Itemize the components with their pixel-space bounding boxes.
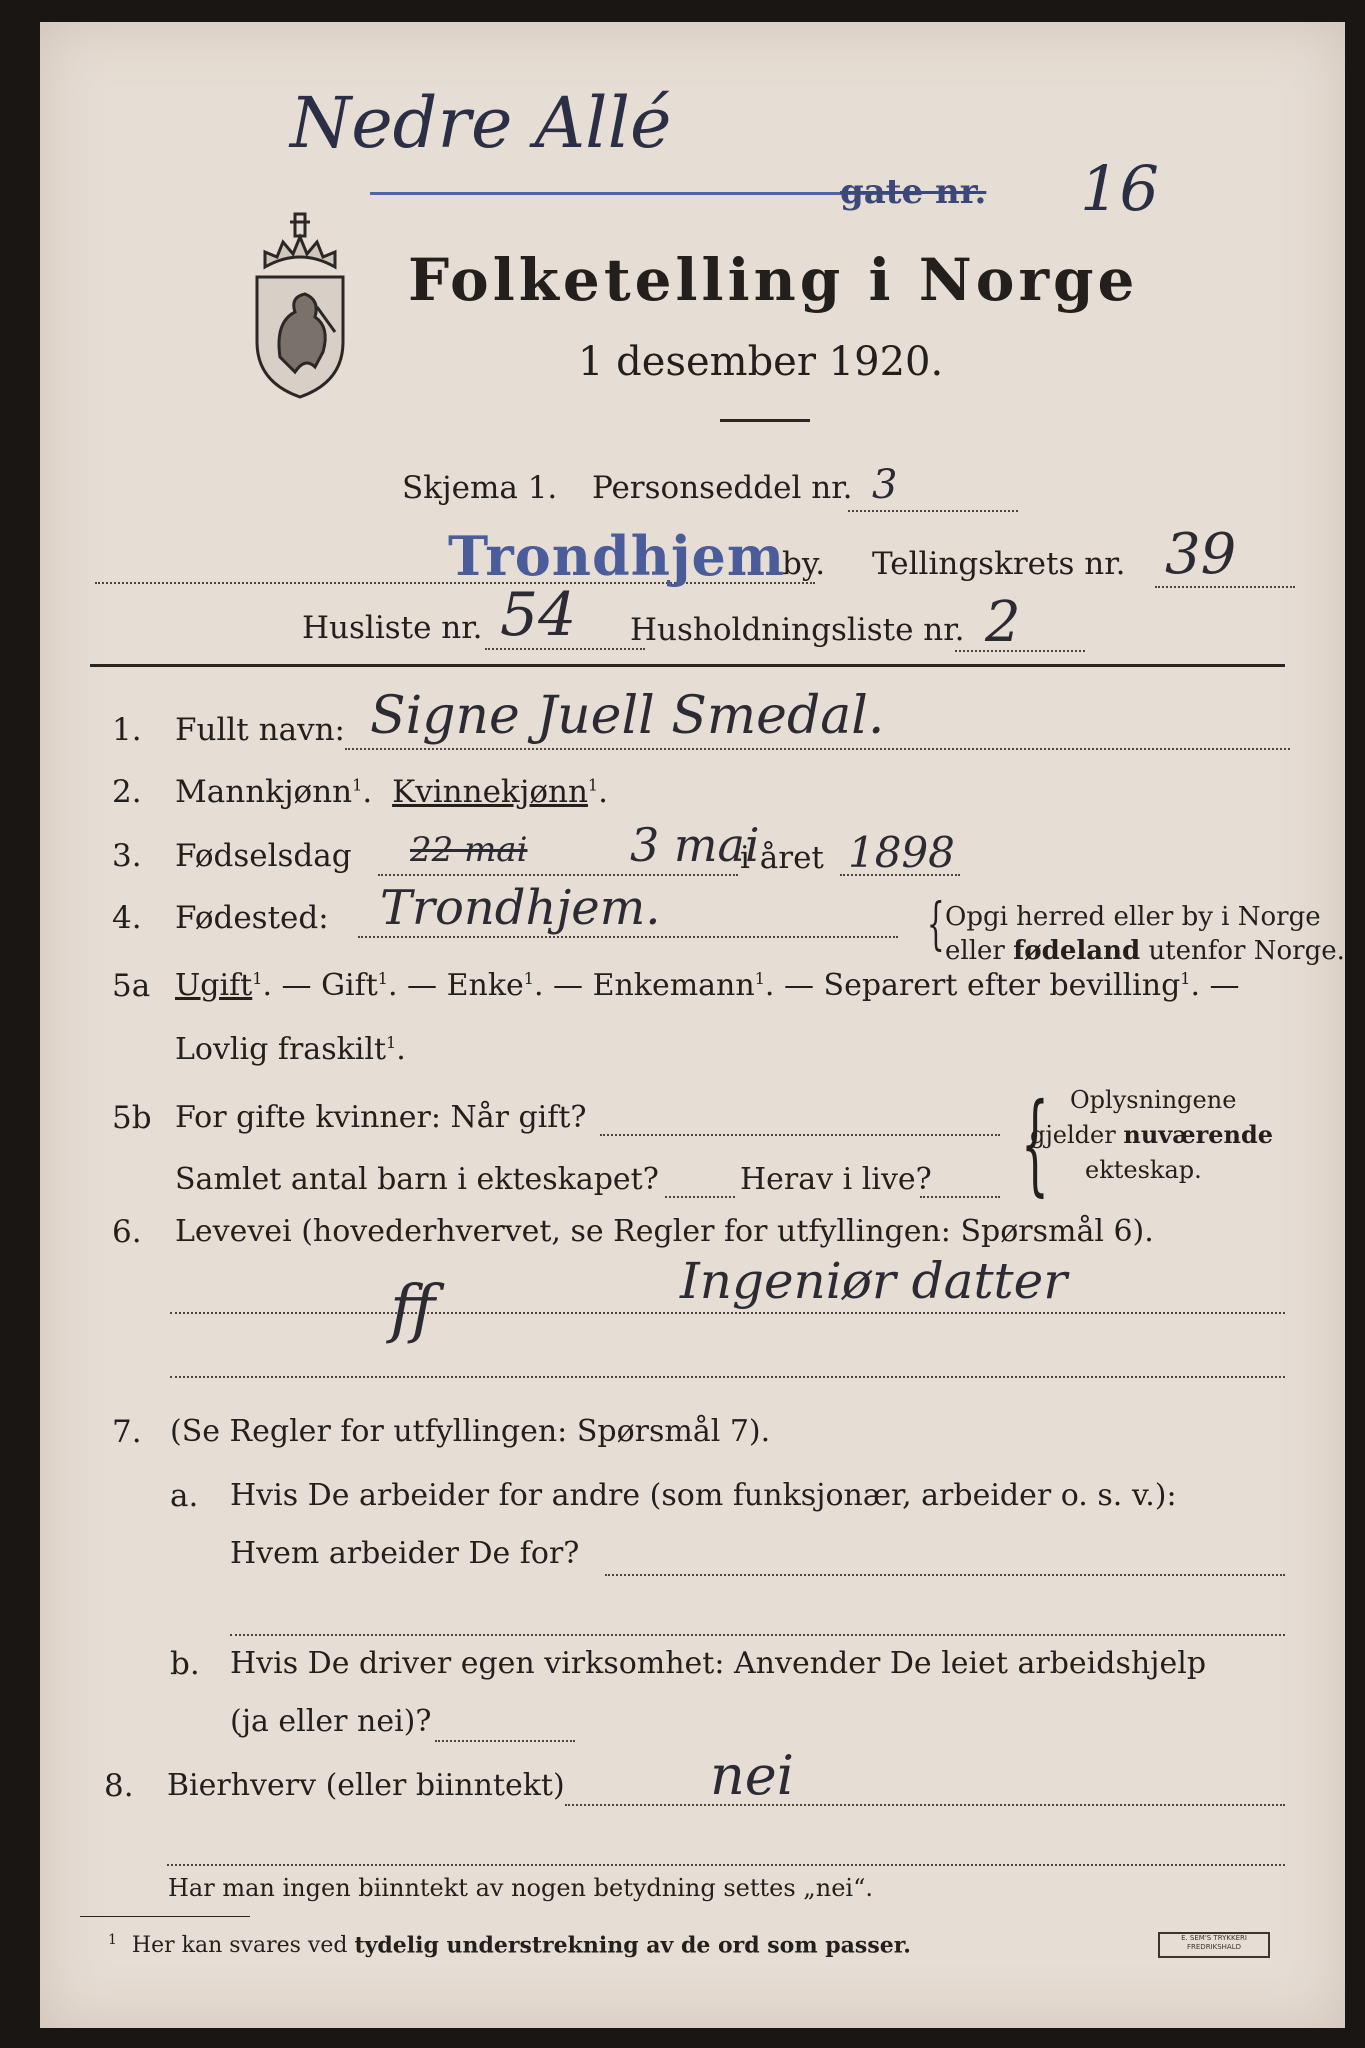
q6-number: 6. <box>112 1214 142 1250</box>
q1-value: Signe Juell Smedal. <box>370 686 885 746</box>
footnote: $^1$ Her kan svares ved tydelig understrekning av de ord som passer. <box>108 1932 911 1959</box>
q7b-line <box>435 1740 575 1742</box>
q7b-label: Hvis De driver egen virksomhet: Anvender De leiet arbeidshjelp <box>230 1646 1207 1681</box>
header-divider <box>90 664 1285 667</box>
q5b-label-3: Herav i live? <box>740 1162 932 1197</box>
q4-line <box>358 936 898 938</box>
footer-note: Har man ingen biinntekt av nogen betydning settes „nei“. <box>168 1874 873 1902</box>
title-rule <box>720 419 810 422</box>
q1-line <box>345 748 1290 750</box>
form-date: 1 desember 1920. <box>578 339 944 385</box>
q5b-note-3: ekteskap. <box>1085 1156 1202 1184</box>
q7a-line-2 <box>230 1634 1285 1636</box>
skjema-label: Skjema 1. <box>402 470 558 506</box>
q8-value: nei <box>710 1744 795 1807</box>
by-label: by. <box>782 546 826 582</box>
q3-struck-value: 22 mai <box>410 830 528 870</box>
q5b-label-1: For gifte kvinner: Når gift? <box>175 1100 587 1135</box>
q8-number: 8. <box>104 1768 134 1804</box>
q1-label: Fullt navn: <box>175 712 345 748</box>
q5a-enkemann: Enkemann <box>592 968 755 1003</box>
q7a-number: a. <box>170 1478 199 1514</box>
street-underline <box>370 192 890 195</box>
q4-note-2: eller fødeland utenfor Norge. <box>945 936 1345 966</box>
coat-of-arms-icon <box>245 182 355 402</box>
q2-female: Kvinnekjønn <box>392 774 588 810</box>
q6-line-2 <box>170 1376 1285 1378</box>
q5a-options: Ugift$^1$. — Gift$^1$. — Enke$^1$. — Enkemann$^1$. — Separert efter bevilling$^1$. — <box>175 968 1240 1003</box>
q6-value-b: Ingeniør datter <box>680 1252 1068 1310</box>
q4-label: Fødested: <box>175 900 329 936</box>
q5b-label-2: Samlet antal barn i ekteskapet? <box>175 1162 659 1197</box>
q3-line <box>378 874 738 876</box>
husliste-value: 54 <box>500 580 577 650</box>
q7-label: (Se Regler for utfyllingen: Spørsmål 7). <box>170 1414 771 1449</box>
q5a-separert: Separert efter bevilling <box>823 968 1181 1003</box>
q8-line <box>565 1804 1285 1806</box>
q7a-sub: Hvem arbeider De for? <box>230 1536 580 1571</box>
q5b-line-3 <box>920 1196 1000 1198</box>
q8-line-2 <box>167 1864 1285 1866</box>
q2-number: 2. <box>112 774 142 810</box>
q5b-line-2 <box>665 1196 735 1198</box>
q7b-sub: (ja eller nei)? <box>230 1704 432 1739</box>
q7-number: 7. <box>112 1414 142 1450</box>
footnote-rule <box>80 1916 250 1917</box>
personseddel-label: Personseddel nr. <box>592 470 853 506</box>
city-stamp: Trondhjem <box>448 524 786 588</box>
q1-number: 1. <box>112 712 142 748</box>
q2-male: Mannkjønn <box>175 774 353 810</box>
q5b-note-1: Oplysningene <box>1070 1086 1237 1114</box>
q3-value: 3 mai <box>630 818 760 872</box>
q7a-line-1 <box>605 1574 1285 1576</box>
q7b-number: b. <box>170 1646 200 1682</box>
q3-year-label: i året <box>740 840 824 876</box>
q5a-number: 5a <box>112 968 151 1004</box>
q3-year-value: 1898 <box>848 828 955 877</box>
q3-number: 3. <box>112 838 142 874</box>
q5b-note-2: gjelder nuværende <box>1030 1120 1274 1149</box>
q4-value: Trondhjem. <box>380 880 661 936</box>
street-number: 16 <box>1080 152 1159 225</box>
q6-label: Levevei (hovederhvervet, se Regler for utfyllingen: Spørsmål 6). <box>175 1214 1154 1249</box>
q5a-enke: Enke <box>446 968 524 1003</box>
street-handwritten: Nedre Allé <box>290 82 672 164</box>
form-title: Folketelling i Norge <box>408 246 1139 314</box>
q8-label: Bierhverv (eller biinntekt) <box>167 1768 565 1803</box>
q4-note-1: Opgi herred eller by i Norge <box>945 902 1321 932</box>
q2-options: Mannkjønn$^1$. Kvinnekjønn$^1$. <box>175 774 608 810</box>
q3-label: Fødselsdag <box>175 838 352 874</box>
q5a-ugift: Ugift <box>175 968 253 1003</box>
q5b-line-1 <box>600 1134 1000 1136</box>
q5a-gift: Gift <box>321 968 378 1003</box>
q6-value-a: ff <box>390 1272 436 1346</box>
q5b-number: 5b <box>112 1100 152 1136</box>
husholdning-value: 2 <box>985 590 1021 655</box>
printer-mark: E. SEM'S TRYKKERI FREDRIKSHALD <box>1158 1932 1270 1958</box>
personseddel-value: 3 <box>872 462 898 508</box>
q5a-lovlig: Lovlig fraskilt$^1$. <box>175 1032 406 1067</box>
census-form <box>40 22 1345 2028</box>
tellingskrets-value: 39 <box>1165 522 1237 587</box>
street-printed-label: gate nr. <box>840 172 987 212</box>
husliste-label: Husliste nr. <box>302 610 483 646</box>
q5b-brace: { <box>1021 1079 1049 1207</box>
q4-brace: { <box>926 892 945 957</box>
personseddel-line <box>848 510 1018 512</box>
husholdning-label: Husholdningsliste nr. <box>630 612 965 648</box>
q6-line-1 <box>170 1312 1285 1314</box>
tellingskrets-label: Tellingskrets nr. <box>872 546 1126 582</box>
q7a-label: Hvis De arbeider for andre (som funksjonær, arbeider o. s. v.): <box>230 1478 1177 1513</box>
q4-number: 4. <box>112 900 142 936</box>
